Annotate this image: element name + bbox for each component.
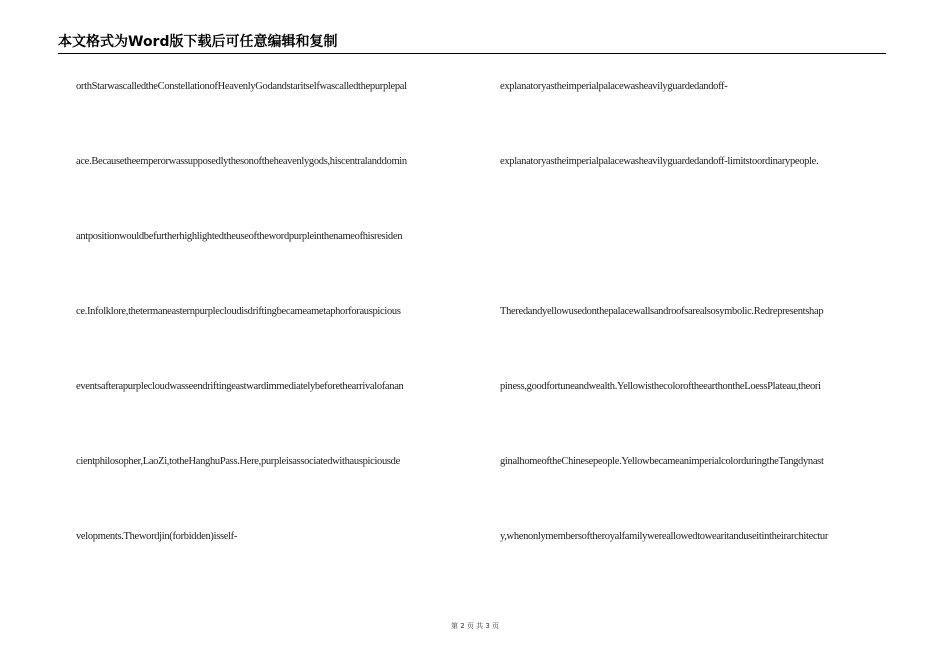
text-line: y,whenonlymembersoftheroyalfamilywereallowedtowearitanduseitintheirarchitectur xyxy=(500,531,829,542)
text-line: Theredandyellowusedonthepalacewallsandroofsarealsosymbolic.Redrepresentshap xyxy=(500,306,824,317)
text-line: explanatoryastheimperialpalacewasheavilyguardedandoff-limitstoordinarypeople. xyxy=(500,156,819,167)
text-line: explanatoryastheimperialpalacewasheavilyguardedandoff- xyxy=(500,81,728,92)
text-line: ce.Infolklore,thetermaneasternpurplecloudisdriftingbecameametaphorforauspicious xyxy=(76,306,401,317)
right-text-column xyxy=(500,0,890,672)
text-line: ace.Becausetheemperorwassupposedlythesonoftheheavenlygods,hiscentralanddomin xyxy=(76,156,407,167)
text-line: antpositionwouldbefurtherhighlightedtheuseofthewordpurpleinthenameofhisresiden xyxy=(76,231,403,242)
text-line: eventsafterapurplecloudwasseendriftingeastwardimmediatelybeforethearrivalofanan xyxy=(76,381,404,392)
page-header-title: 本文格式为Word版下载后可任意编辑和复制 xyxy=(58,34,338,50)
text-line: piness,goodfortuneandwealth.YellowisthecoloroftheearthontheLoessPlateau,theori xyxy=(500,381,821,392)
page-number-footer: 第 2 页 共 3 页 xyxy=(450,622,500,630)
text-line: cientphilosopher,LaoZi,totheHanghuPass.Here,purpleisassociatedwithauspiciousde xyxy=(76,456,400,467)
text-line: velopments.Thewordjin(forbidden)isself- xyxy=(76,531,238,542)
text-line: ginalhomeoftheChinesepeople.YellowbecameanimperialcolorduringtheTangdynast xyxy=(500,456,824,467)
left-text-column xyxy=(76,0,476,672)
text-line: orthStarwascalledtheConstellationofHeavenlyGodandstaritselfwascalledthepurplepal xyxy=(76,81,407,92)
